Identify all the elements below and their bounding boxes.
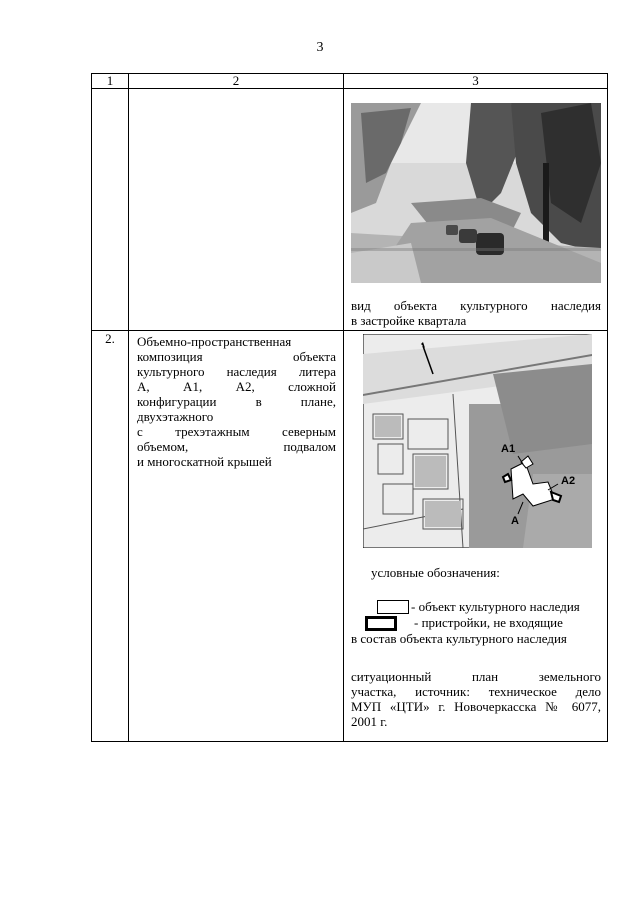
table-header-row: [92, 74, 608, 89]
page-number: 3: [316, 40, 324, 55]
header-cell-2: 2: [129, 74, 344, 89]
description-line-2: композиция объекта: [137, 349, 336, 364]
description-line-6: двухэтажного: [137, 409, 214, 424]
legend-row-2: [344, 615, 607, 631]
situation-plan-image: [363, 334, 592, 548]
photo-caption-line-1: вид объекта культурного наследия: [351, 298, 601, 313]
legend-row-1: [344, 599, 607, 615]
document-table: [91, 73, 608, 742]
source-line-2: участка, источник: техническое дело: [351, 684, 601, 699]
legend-item-2: - пристройки, не входящие: [414, 615, 563, 630]
description-line-4: А, А1, А2, сложной: [137, 379, 336, 394]
description-line-3: культурного наследия литера: [137, 364, 336, 379]
row1-description-cell: [129, 89, 344, 331]
header-cell-3: 3: [344, 74, 608, 89]
header-cell-1: 1: [92, 74, 129, 89]
description-line-5: конфигурации в плане,: [137, 394, 336, 409]
source-line-1: ситуационный план земельного: [351, 669, 601, 684]
plan-label-a2: А2: [561, 475, 576, 487]
photo-caption-line-2: в застройке квартала: [351, 313, 467, 328]
plan-label-a1: А1: [501, 443, 516, 455]
row1-number-cell: [92, 89, 129, 331]
row2-plan-cell: [344, 331, 608, 742]
heritage-legend-swatch: [377, 600, 409, 614]
row2-description-cell: [129, 331, 344, 742]
row1-photo-cell: [344, 89, 608, 331]
legend-item-2-continued: в состав объекта культурного наследия: [351, 631, 567, 646]
description-line-1: Объемно-пространственная: [137, 334, 292, 349]
legend-title: условные обозначения:: [371, 565, 500, 580]
street-photo: [351, 103, 601, 283]
description-line-7: с трехэтажным северным: [137, 424, 336, 439]
legend-item-1: - объект культурного наследия: [411, 599, 580, 614]
source-line-4: 2001 г.: [351, 714, 388, 729]
source-line-3: МУП «ЦТИ» г. Новочеркасска № 6077,: [351, 699, 601, 714]
table-row-1: [92, 89, 608, 331]
description-line-8: объемом, подвалом: [137, 439, 336, 454]
row2-number-cell: 2.: [92, 331, 129, 742]
plan-label-a: А: [511, 515, 519, 527]
table-row-2: [92, 331, 608, 742]
annex-legend-swatch: [365, 616, 397, 631]
description-line-9: и многоскатной крышей: [137, 454, 272, 469]
